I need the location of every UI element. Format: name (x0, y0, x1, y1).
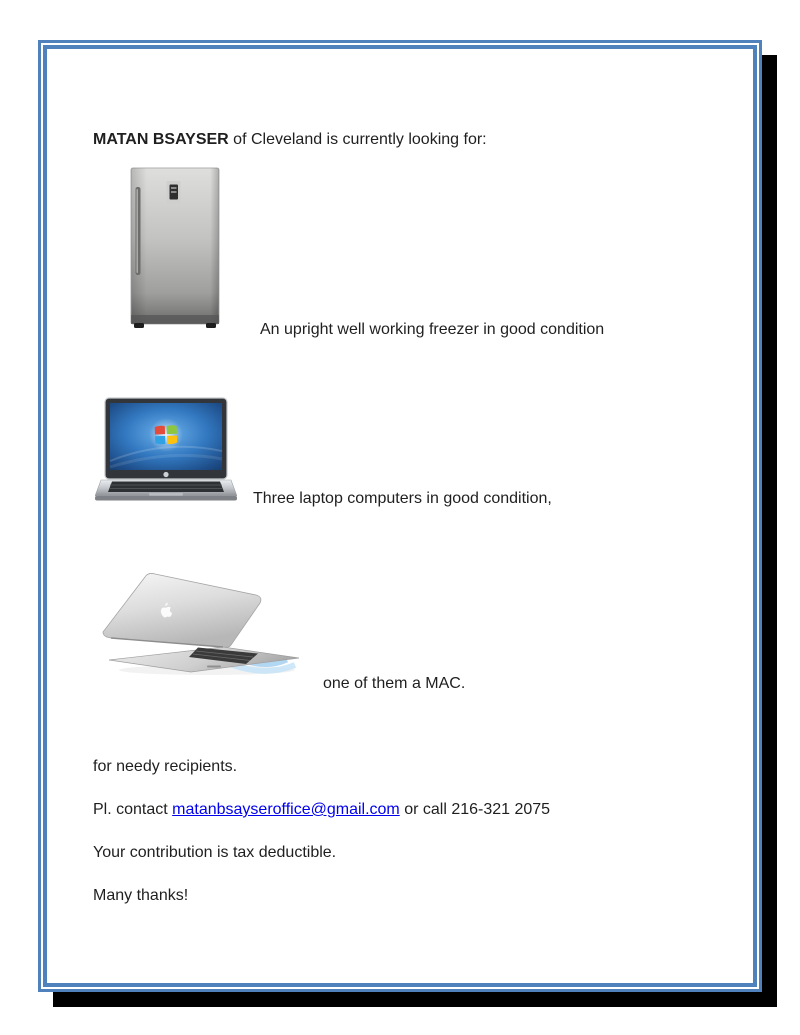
page-title (93, 129, 725, 150)
item-caption: one of them a MAC. (323, 675, 466, 692)
thanks-line: Many thanks! (93, 887, 189, 904)
tax-note-line: Your contribution is tax deductible. (93, 844, 337, 861)
windows-laptop-image (95, 397, 237, 509)
requester-name: MATAN BSAYSER (93, 131, 229, 148)
contact-suffix: or call 216-321 2075 (399, 801, 551, 818)
contact-prefix: Pl. contact (93, 801, 173, 818)
item-caption: Three laptop computers in good condition, (253, 490, 552, 507)
macbook-image (95, 568, 317, 686)
title-rest: of Cleveland is currently looking for: (228, 131, 487, 148)
page-content (47, 49, 753, 906)
list-item-freezer (93, 167, 725, 337)
page-border-inner (43, 45, 757, 987)
list-item-macbook (93, 568, 725, 692)
recipients-line: for needy recipients. (93, 758, 238, 775)
upright-freezer-image (130, 167, 220, 337)
document-page (38, 40, 762, 992)
list-item-windows-laptop (93, 397, 725, 509)
contact-line (93, 799, 725, 820)
email-link[interactable]: matanbsayseroffice@gmail.com (172, 801, 400, 818)
item-caption: An upright well working freezer in good condition (260, 321, 605, 338)
